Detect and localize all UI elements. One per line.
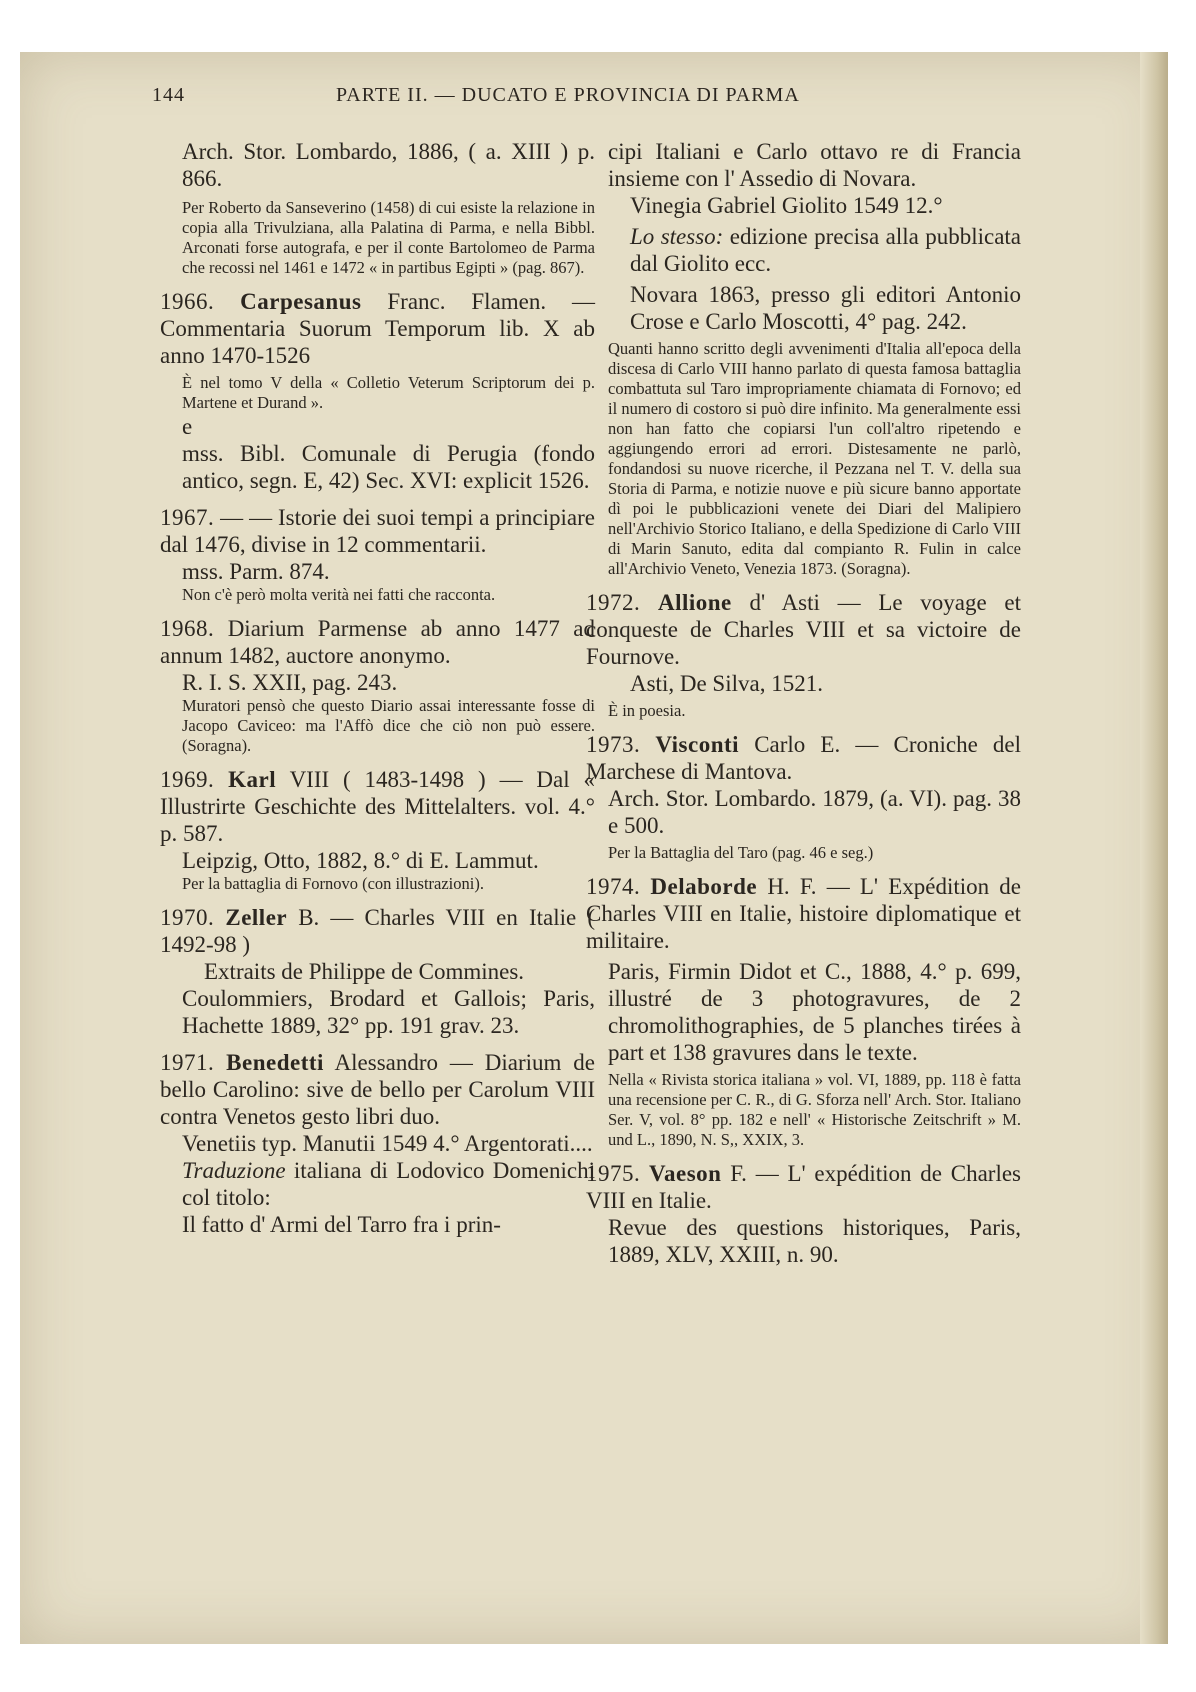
entry-number: 1972. xyxy=(586,590,641,615)
left-column xyxy=(160,138,595,1238)
entry-1971 xyxy=(160,1049,595,1238)
entry-title: Carlo E. — Croniche del Marchese di Mantova. xyxy=(586,732,1022,784)
author-name: Carpesanus xyxy=(240,289,362,314)
same-text: edizione precisa alla pubblicata dal Giolito ecc. xyxy=(630,224,1022,276)
entry-number: 1973. xyxy=(586,732,641,757)
entry-note: Non c'è però molta verità nei fatti che racconta. xyxy=(182,585,496,604)
entry-title: — — Istorie dei suoi tempi a principiare dal 1476, divise in 12 commentarii. xyxy=(160,505,595,557)
citation-text: Arch. Stor. Lombardo, 1886, ( a. XIII ) p. 866. xyxy=(182,139,595,191)
entry-publisher: Leipzig, Otto, 1882, 8.° di E. Lammut. xyxy=(182,848,539,873)
author-name: Allione xyxy=(657,590,732,615)
entry-title: d' Asti — Le voyage et conqueste de Charles VIII et sa victoire de Fournove. xyxy=(586,590,1022,669)
entry-number: 1966. xyxy=(160,289,215,314)
entry-title: Franc. Flamen. — Commentaria Suorum Temporum lib. X ab anno 1470-1526 xyxy=(160,289,596,368)
entry-note: È nel tomo V della « Colletio Veterum Scriptorum dei p. Martene et Durand ». xyxy=(182,373,595,412)
entry-manuscript: mss. Bibl. Comunale di Perugia (fondo antico, segn. E, 42) Sec. XVI: explicit 1526. xyxy=(182,441,595,493)
entry-number: 1969. xyxy=(160,767,215,792)
entry-extracts: Extraits de Philippe de Commines. xyxy=(204,959,525,984)
novara-edition: Novara 1863, presso gli editori Antonio Crose e Carlo Moscotti, 4° pag. 242. xyxy=(630,282,1021,334)
entry-publisher: Coulommiers, Brodard et Gallois; Paris, Hachette 1889, 32° pp. 191 grav. 23. xyxy=(182,986,595,1038)
entry-note: Muratori pensò che questo Diario assai interessante fosse di Jacopo Caviceo: ma l'Affò dice che ciò non può essere. (Soragna). xyxy=(182,696,595,755)
translation-text: italiana di Lodovico Domenichi col titolo: xyxy=(182,1158,596,1210)
entry-note: Nella « Rivista storica italiana » vol. VI, 1889, pp. 118 è fatta una recensione per C. R., di G. Sforza nell' Arch. Stor. Italiano Ser. V, vol. 8° pp. 182 e nell' « Historische Zeitschrift » M. und L., 1890, N. S,, XXIX, 3. xyxy=(608,1070,1021,1149)
entry-1968 xyxy=(160,615,595,756)
entry-1972 xyxy=(586,589,1021,721)
same-label: Lo stesso: xyxy=(630,224,724,249)
page-edge xyxy=(1140,52,1168,1644)
continued-title: cipi Italiani e Carlo ottavo re di Francia insieme con l' Assedio di Novara. xyxy=(608,139,1021,191)
entry-publisher: Venetiis typ. Manutii 1549 4.° Argentorati.... xyxy=(182,1131,593,1156)
entry-number: 1975. xyxy=(586,1161,641,1186)
author-name: Visconti xyxy=(655,732,740,757)
continued-publisher: Vinegia Gabriel Giolito 1549 12.° xyxy=(630,193,943,218)
entry-reference: R. I. S. XXII, pag. 243. xyxy=(182,670,398,695)
entry-title: F. — L' expédition de Charles VIII en Italie. xyxy=(586,1161,1021,1213)
entry-publisher: Asti, De Silva, 1521. xyxy=(630,671,823,696)
entry-number: 1967. xyxy=(160,505,215,530)
entry-title: VIII ( 1483-1498 ) — Dal « Illustrirte Geschichte des Mittelalters. vol. 4.° p. 587. xyxy=(160,767,595,846)
entry-title: B. — Charles VIII en Italie ( 1492-98 ) xyxy=(160,905,595,957)
entry-conjunction: e xyxy=(182,414,193,439)
entry-1966 xyxy=(160,288,595,494)
entry-1969 xyxy=(160,766,595,894)
entry-number: 1974. xyxy=(586,874,641,899)
entry-1970 xyxy=(160,904,595,1039)
entry-note: Per la Battaglia del Taro (pag. 46 e seg.) xyxy=(608,843,874,862)
author-name: Delaborde xyxy=(650,874,758,899)
entry-number: 1968. xyxy=(160,616,215,641)
entry-publisher: Paris, Firmin Didot et C., 1888, 4.° p. 699, illustré de 3 photogravures, de 2 chromolithographies, de 5 planches tirées à part et 138 gravures dans le texte. xyxy=(608,959,1021,1065)
footnote: Per Roberto da Sanseverino (1458) di cui esiste la relazione in copia alla Trivulziana, alla Palatina di Parma, e nella Bibbl. Arconati forse autografa, e per il conte Bartolomeo de Parma che recossi nel 1461 e 1472 « in partibus Egipti » (pag. 867). xyxy=(182,198,595,277)
entry-1975 xyxy=(586,1160,1021,1268)
author-name: Karl xyxy=(228,767,277,792)
page-number: 144 xyxy=(152,84,185,106)
footnote: Quanti hanno scritto degli avvenimenti d'Italia all'epoca della discesa di Carlo VIII hanno parlato di questa famosa battaglia combattuta sul Taro impropriamente chiamata di Fornovo; ed il numero di costoro si può dire infinito. Ma generalmente essi non han fatto che copiarsi l'un coll'altro ripetendo e aggiungendo errori ad errori. Distesamente ne parlò, fondandosi su nuove ricerche, il Pezzana nel T. V. della sua Storia di Parma, e notizie nuove e più sicure banno apportate dì poi le pubblicazioni venete dei Diari del Malipiero nell'Archivio Storico Italiano, e della Spedizione di Carlo VIII di Marin Sanuto, edita dal compianto R. Fulin in calce all'Archivio Veneto, Venezia 1873. (Soragna). xyxy=(608,339,1021,578)
entry-1974 xyxy=(586,873,1021,1150)
entry-note: È in poesia. xyxy=(608,701,686,720)
translation-title: Il fatto d' Armi del Tarro fra i prin- xyxy=(182,1212,501,1237)
right-column xyxy=(586,138,1021,1268)
author-name: Benedetti xyxy=(226,1050,324,1075)
entry-publisher: Arch. Stor. Lombardo. 1879, (a. VI). pag. 38 e 500. xyxy=(608,786,1021,838)
entry-number: 1971. xyxy=(160,1050,215,1075)
entry-1967 xyxy=(160,504,595,605)
entry-1973 xyxy=(586,731,1021,863)
entry-title: Diarium Parmense ab anno 1477 ad annum 1482, auctore anonymo. xyxy=(160,616,596,668)
entry-title: Alessandro — Diarium de bello Carolino: sive de bello per Carolum VIII contra Venetos gesto libri duo. xyxy=(160,1050,596,1129)
author-name: Zeller xyxy=(225,905,288,930)
entry-note: Per la battaglia di Fornovo (con illustrazioni). xyxy=(182,874,484,893)
running-title: PARTE II. — DUCATO E PROVINCIA DI PARMA xyxy=(336,84,800,106)
entry-number: 1970. xyxy=(160,905,215,930)
entry-manuscript: mss. Parm. 874. xyxy=(182,559,330,584)
translation-label: Traduzione xyxy=(182,1158,286,1183)
author-name: Vaeson xyxy=(649,1161,722,1186)
entry-title: H. F. — L' Expédition de Charles VIII en Italie, histoire diplomatique et militaire. xyxy=(586,874,1022,953)
entry-publisher: Revue des questions historiques, Paris, 1889, XLV, XXIII, n. 90. xyxy=(608,1215,1021,1267)
